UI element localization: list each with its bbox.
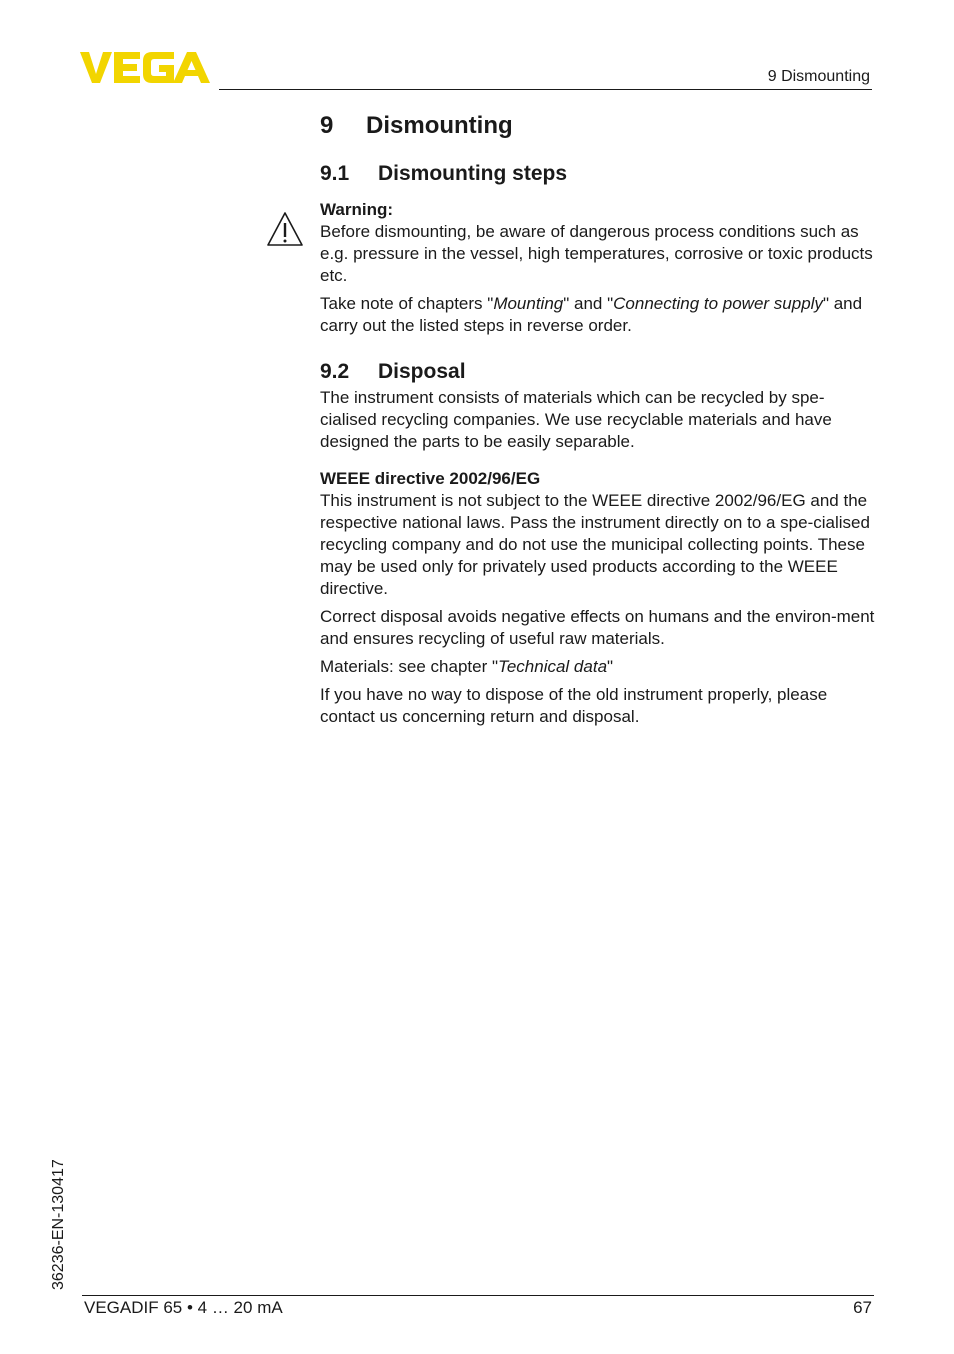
materials-text: Materials: see chapter " bbox=[320, 657, 499, 676]
warning-text: Before dismounting, be aware of dangerous process conditions such as e.g. pressure in the vessel, high temperatures, corrosive or toxic products etc. bbox=[320, 222, 873, 285]
vega-logo bbox=[80, 50, 212, 84]
footer-product: VEGADIF 65 • 4 … 20 mA bbox=[84, 1298, 283, 1317]
disposal-intro: The instrument consists of materials which can be recycled by spe-cialised recycling companies. We use recyclable materials and have designed the parts to be easily separable. bbox=[320, 388, 832, 451]
warning-triangle-icon bbox=[266, 211, 304, 247]
note-text: " and carry out the listed steps in reverse order. bbox=[320, 294, 863, 335]
section-number: 9.1 bbox=[320, 162, 350, 185]
section-title: Disposal bbox=[378, 360, 466, 383]
weee-text: This instrument is not subject to the WEEE directive 2002/96/EG and the respective national laws. Pass the instrument directly on to a spe-cialised recycling company and do not use the municipal collecting points. These may be used only for privately used products according to the WEEE directive. bbox=[320, 491, 870, 598]
footer-rule bbox=[82, 1295, 874, 1296]
chapter-title: Dismounting bbox=[366, 112, 513, 139]
header-rule bbox=[219, 89, 872, 90]
document-code: 36236-EN-130417 bbox=[50, 1159, 67, 1290]
chapter-ref-technical-data: Technical data bbox=[498, 657, 608, 676]
note-paragraph bbox=[320, 293, 876, 337]
section-heading-dismounting-steps bbox=[320, 159, 876, 189]
vega-logo-icon bbox=[80, 50, 212, 84]
main-content bbox=[320, 108, 876, 728]
chapter-number: 9 bbox=[320, 112, 334, 139]
materials-text: " bbox=[607, 657, 614, 676]
chapter-ref-mounting: Mounting bbox=[493, 294, 564, 313]
section-heading-disposal bbox=[320, 357, 876, 387]
note-text: " and " bbox=[563, 294, 614, 313]
materials-paragraph bbox=[320, 656, 876, 678]
page-number: 67 bbox=[853, 1298, 872, 1317]
chapter-ref-connecting: Connecting to power supply bbox=[613, 294, 823, 313]
warning-label: Warning: bbox=[320, 200, 394, 219]
chapter-heading bbox=[320, 108, 876, 144]
section-number: 9.2 bbox=[320, 360, 350, 383]
section-title: Dismounting steps bbox=[378, 162, 568, 185]
correct-disposal-text: Correct disposal avoids negative effects on humans and the environ-ment and ensures recycling of useful raw materials. bbox=[320, 607, 875, 648]
weee-heading: WEEE directive 2002/96/EG bbox=[320, 469, 541, 488]
contact-text: If you have no way to dispose of the old instrument properly, please contact us concerning return and disposal. bbox=[320, 685, 828, 726]
running-head: 9 Dismounting bbox=[767, 68, 870, 85]
note-text: Take note of chapters " bbox=[320, 294, 494, 313]
